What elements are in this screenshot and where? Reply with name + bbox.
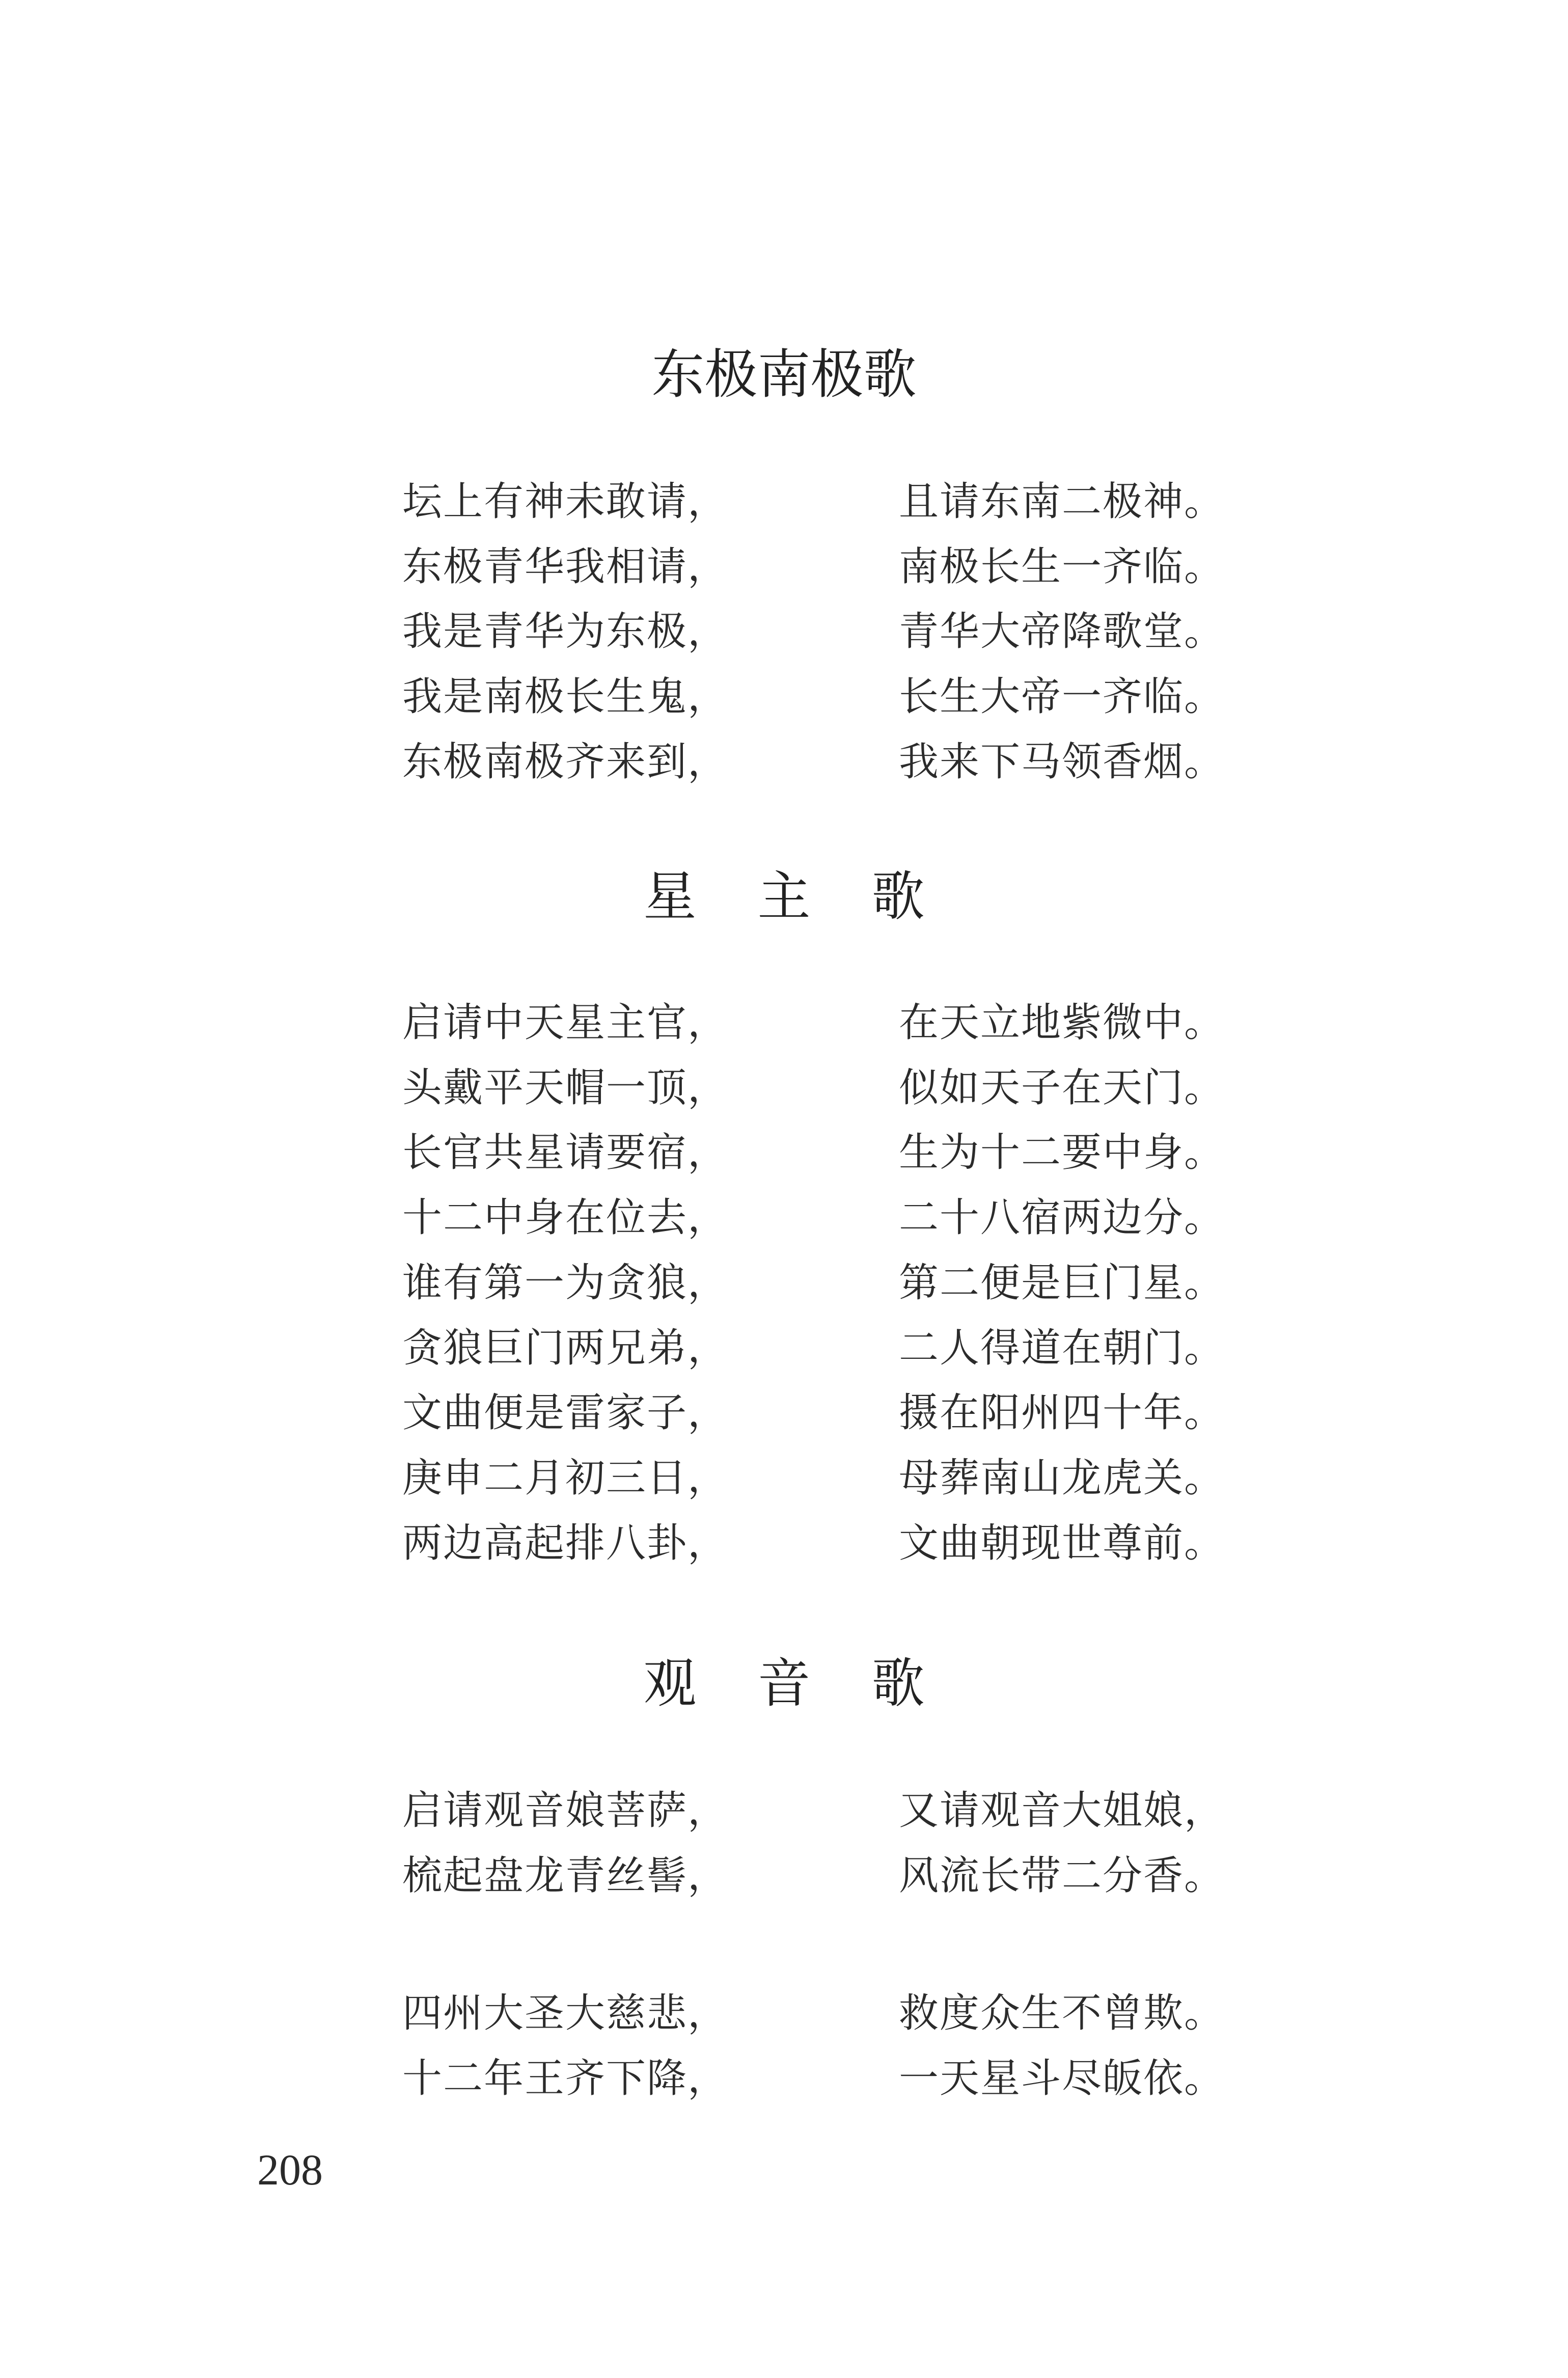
verse-line-right: 生为十二要中身。 [899, 1130, 1225, 1176]
section-title-guanyin: 观音歌 [643, 1652, 986, 1714]
verse-line-left: 我是青华为东极， [402, 609, 729, 654]
verse-line-left: 头戴平天帽一顶， [402, 1065, 729, 1111]
verse-line-right: 在天立地紫微中。 [899, 1000, 1225, 1046]
verse-line-left: 十二年王齐下降， [402, 2056, 729, 2101]
verse-line-left: 东极南极齐来到， [402, 739, 729, 785]
verse-line-left: 贪狼巨门两兄弟， [402, 1325, 729, 1371]
verse-line-right: 救度众生不曾欺。 [899, 1990, 1225, 2036]
verse-line-left: 长官共星请要宿， [402, 1130, 729, 1176]
verse-line-left: 谁有第一为贪狼， [402, 1260, 729, 1306]
verse-line-left: 庚申二月初三日， [402, 1455, 729, 1501]
verse-line-left: 文曲便是雷家子， [402, 1390, 729, 1436]
verse-line-right: 我来下马领香烟。 [899, 739, 1225, 785]
verse-line-right: 摄在阳州四十年。 [899, 1390, 1225, 1436]
verse-line-left: 坛上有神未敢请， [402, 479, 729, 525]
verse-line-left: 梳起盘龙青丝髻， [402, 1853, 729, 1899]
verse-line-right: 二十八宿两边分。 [899, 1195, 1225, 1241]
verse-line-right: 似如天子在天门。 [899, 1065, 1225, 1111]
verse-line-left: 东极青华我相请， [402, 544, 729, 590]
verse-line-right: 南极长生一齐临。 [899, 544, 1225, 590]
verse-line-left: 启请观音娘菩萨， [402, 1788, 729, 1834]
verse-line-right: 文曲朝现世尊前。 [899, 1520, 1225, 1566]
verse-line-left: 四州大圣大慈悲， [402, 1990, 729, 2036]
verse-line-left: 启请中天星主官， [402, 1000, 729, 1046]
verse-line-right: 一天星斗尽皈依。 [899, 2056, 1225, 2101]
verse-line-right: 第二便是巨门星。 [899, 1260, 1225, 1306]
verse-line-left: 十二中身在位去， [402, 1195, 729, 1241]
section-title-dongji-nanji: 东极南极歌 [651, 343, 917, 405]
verse-line-left: 两边高起排八卦， [402, 1520, 729, 1566]
verse-line-right: 又请观音大姐娘， [899, 1788, 1225, 1834]
verse-line-right: 且请东南二极神。 [899, 479, 1225, 525]
verse-line-right: 长生大帝一齐临。 [899, 674, 1225, 720]
section-title-xingzhu: 星主歌 [643, 865, 986, 927]
page-number: 208 [257, 2145, 323, 2194]
verse-line-right: 青华大帝降歌堂。 [899, 609, 1225, 654]
verse-line-left: 我是南极长生鬼， [402, 674, 729, 720]
verse-line-right: 母葬南山龙虎关。 [899, 1455, 1225, 1501]
verse-line-right: 风流长带二分香。 [899, 1853, 1225, 1899]
verse-line-right: 二人得道在朝门。 [899, 1325, 1225, 1371]
